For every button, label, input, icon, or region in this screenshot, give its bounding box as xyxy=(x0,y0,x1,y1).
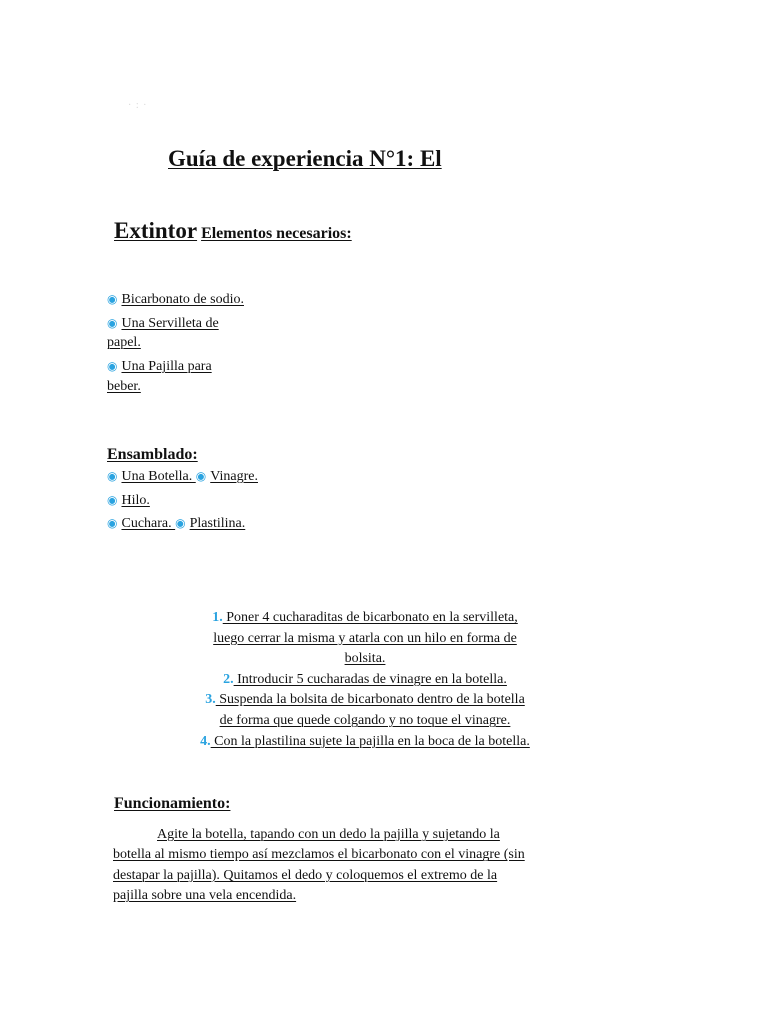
bullet-icon: ◉ xyxy=(107,493,118,507)
step-text: de forma que quede colgando y no toque el vinagre. xyxy=(219,712,511,728)
material-bicarbonato: Bicarbonato de sodio. xyxy=(121,292,244,307)
bullet-icon: ◉ xyxy=(175,516,186,530)
material-servilleta: Una Servilleta de xyxy=(121,316,219,331)
bullet-icon: ◉ xyxy=(107,516,118,530)
step-text: bolsita. xyxy=(344,651,386,667)
list-item xyxy=(107,513,245,534)
step-text: Introducir 5 cucharadas de vinagre en la botella. xyxy=(233,671,507,687)
list-item xyxy=(107,490,150,511)
step-number: 1. xyxy=(212,610,223,625)
step-text: Poner 4 cucharaditas de bicarbonato en la servilleta, xyxy=(222,610,518,625)
functioning-heading: Funcionamiento: xyxy=(114,795,231,812)
paragraph-line: Agite la botella, tapando con un dedo la pajilla y sujetando la xyxy=(157,827,500,842)
title-continuation xyxy=(114,218,352,244)
elements-heading: Elementos necesarios: xyxy=(201,225,352,242)
paragraph-line: destapar la pajilla). Quitamos el dedo y coloquemos el extremo de la xyxy=(113,867,498,883)
bullet-icon: ◉ xyxy=(107,359,118,373)
bullet-icon: ◉ xyxy=(107,469,118,483)
step-4 xyxy=(150,732,580,753)
step-text: Con la plastilina sujete la pajilla en la boca de la botella. xyxy=(210,733,530,749)
assembly-hilo: Hilo. xyxy=(121,493,150,508)
assembly-heading: Ensamblado: xyxy=(107,446,198,463)
paragraph-line: pajilla sobre una vela encendida. xyxy=(113,888,297,904)
step-text: Suspenda la bolsita de bicarbonato dentro de la botella xyxy=(215,692,525,708)
bullet-icon: ◉ xyxy=(107,316,118,330)
list-item xyxy=(107,313,219,334)
list-item xyxy=(107,289,244,310)
material-servilleta-cont: papel. xyxy=(107,335,141,350)
material-pajilla-cont: beber. xyxy=(107,379,141,394)
bullet-icon: ◉ xyxy=(195,469,207,483)
page-title: Guía de experiencia N°1: El xyxy=(168,146,442,171)
step-number: 3. xyxy=(205,692,216,708)
step-1 xyxy=(150,608,580,629)
paragraph-line: botella al mismo tiempo así mezclamos el bicarbonato con el vinagre (sin xyxy=(113,847,525,863)
list-item xyxy=(107,356,212,377)
step-3 xyxy=(150,690,580,711)
faint-decoration: · : · xyxy=(128,100,148,111)
assembly-botella: Una Botella. xyxy=(121,469,196,484)
functioning-paragraph xyxy=(113,825,573,907)
material-pajilla: Una Pajilla para xyxy=(121,359,212,374)
step-2 xyxy=(150,670,580,691)
steps-list xyxy=(150,608,580,752)
step-number: 4. xyxy=(200,733,211,749)
assembly-vinagre: Vinagre. xyxy=(210,469,258,484)
assembly-cuchara: Cuchara. xyxy=(121,516,176,531)
bullet-icon: ◉ xyxy=(107,292,118,306)
title-extintor: Extintor xyxy=(114,218,198,243)
step-text: luego cerrar la misma y atarla con un hilo en forma de xyxy=(213,630,517,646)
list-item xyxy=(107,466,258,487)
step-number: 2. xyxy=(223,671,234,687)
assembly-plastilina: Plastilina. xyxy=(189,516,246,531)
